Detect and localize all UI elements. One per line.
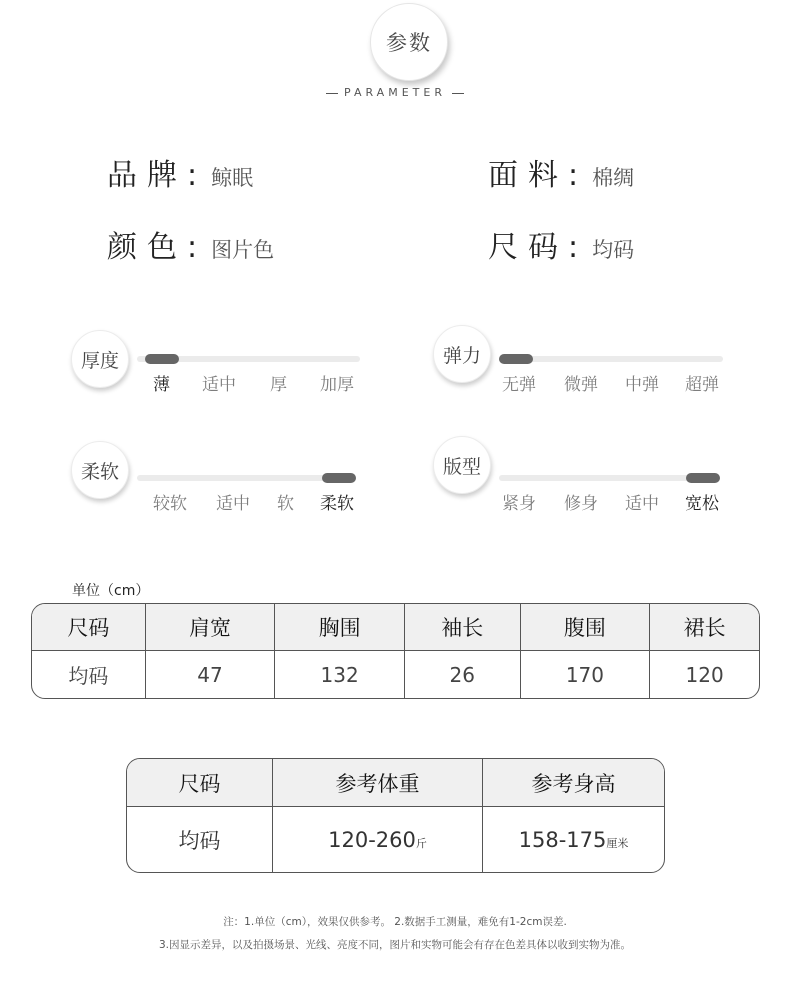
param-color (107, 222, 274, 266)
table-cell: 47 (146, 651, 276, 698)
slider-knob-thickness (145, 354, 179, 364)
slider-option: 薄 (153, 375, 170, 395)
table-header-row (127, 759, 664, 807)
param-label: 颜色 (107, 230, 187, 265)
param-colon: : (187, 230, 198, 265)
param-value: 图片色 (211, 238, 275, 262)
param-colon: : (187, 158, 198, 193)
badge-title: 参数 (386, 31, 432, 55)
slider-option: 厚 (270, 375, 287, 395)
table-cell: 均码 (32, 651, 146, 698)
param-label: 面料 (488, 158, 568, 193)
table-header-cell: 袖长 (405, 604, 521, 651)
slider-option: 超弹 (685, 375, 719, 395)
slider-knob-fit (686, 473, 720, 483)
param-colon: : (568, 158, 579, 193)
param-fabric (488, 150, 634, 194)
subtitle-text: PARAMETER (344, 86, 446, 99)
table-cell-size: 均码 (127, 807, 273, 872)
table-header-cell: 胸围 (275, 604, 405, 651)
slider-option: 无弹 (502, 375, 536, 395)
table-header-cell: 肩宽 (146, 604, 276, 651)
param-brand (107, 150, 253, 194)
param-value: 棉绸 (592, 166, 635, 190)
table-cell: 132 (275, 651, 405, 698)
note-line-1: 注：1.单位（cm），效果仅供参考。 2.数据手工测量，难免有1-2cm误差. (223, 916, 567, 928)
slider-option: 宽松 (685, 494, 719, 514)
table-cell-weight (273, 807, 483, 872)
reference-table (126, 758, 665, 873)
param-label: 尺码 (488, 230, 568, 265)
slider-option: 适中 (202, 375, 236, 395)
param-colon: : (568, 230, 579, 265)
slider-option: 软 (277, 494, 294, 514)
param-label: 品牌 (107, 158, 187, 193)
slider-option: 柔软 (320, 494, 354, 514)
height-value: 158-175 (518, 827, 607, 852)
slider-option: 修身 (564, 494, 598, 514)
section-subtitle (0, 86, 790, 99)
slider-knob-softness (322, 473, 356, 483)
slider-label-elasticity: 弹力 (433, 325, 491, 383)
slider-option: 紧身 (502, 494, 536, 514)
dash-right (452, 93, 464, 94)
note-line-2: 3.因显示差异，以及拍摄场景、光线、亮度不同，图片和实物可能会有存在色差具体以收到实物为准。 (158, 939, 632, 951)
table-header-cell: 裙长 (650, 604, 759, 651)
param-size (488, 222, 634, 266)
slider-label-softness: 柔软 (71, 441, 129, 499)
weight-value: 120-260 (328, 827, 416, 852)
parameter-badge (370, 3, 448, 81)
table-row (32, 651, 759, 698)
unit-label: 单位（cm） (72, 583, 150, 599)
slider-option: 加厚 (320, 375, 354, 395)
table-header-cell: 参考身高 (483, 759, 664, 807)
slider-knob-elasticity (499, 354, 533, 364)
weight-unit: 斤 (415, 836, 427, 850)
table-header-row (32, 604, 759, 651)
table-row (127, 807, 664, 872)
table-cell: 120 (685, 662, 724, 687)
table-header-cell: 尺码 (127, 759, 273, 807)
param-value: 均码 (592, 238, 635, 262)
slider-option: 中弹 (625, 375, 659, 395)
table-header-cell: 尺码 (32, 604, 146, 651)
size-table (31, 603, 760, 699)
slider-option: 适中 (216, 494, 250, 514)
slider-option: 较软 (153, 494, 187, 514)
slider-option: 微弹 (564, 375, 598, 395)
dash-left (326, 93, 338, 94)
table-cell: 170 (521, 651, 651, 698)
height-unit: 厘米 (606, 836, 629, 850)
table-header-cell: 参考体重 (273, 759, 483, 807)
slider-label-thickness: 厚度 (71, 330, 129, 388)
param-value: 鲸眠 (211, 166, 254, 190)
table-header-cell: 腹围 (521, 604, 651, 651)
slider-option: 适中 (625, 494, 659, 514)
table-cell-height (483, 807, 664, 872)
table-cell: 26 (405, 651, 521, 698)
slider-label-fit: 版型 (433, 436, 491, 494)
